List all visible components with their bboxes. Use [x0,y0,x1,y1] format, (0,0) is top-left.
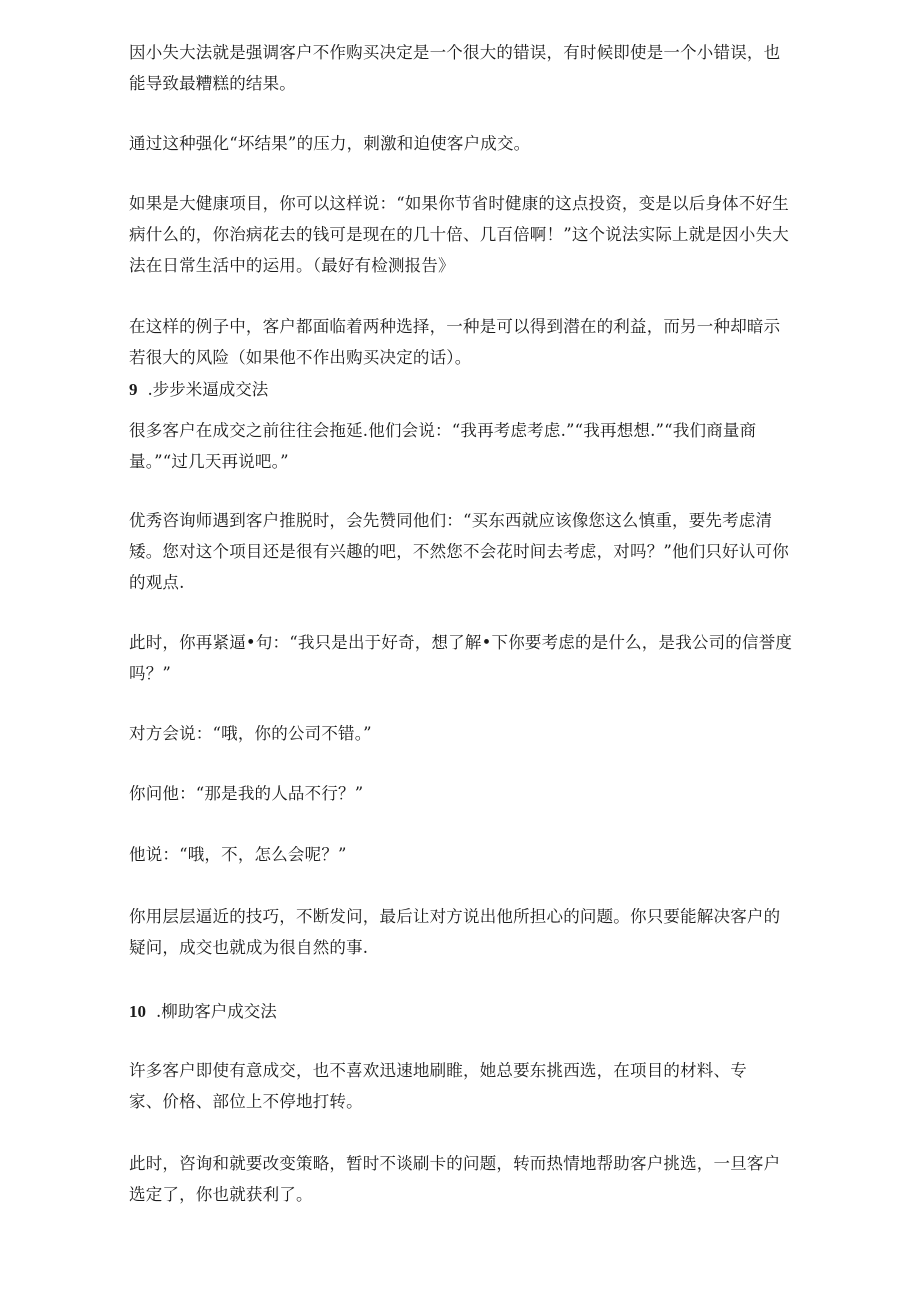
paragraph-9: 你问他：“那是我的人品不行？” [129,784,364,803]
paragraph-7: 此时，你再紧逼•句：“我只是出于好奇，想了解•下你要考虑的是什么，是我公司的信誉度吗？” [129,633,793,683]
paragraph-1: 因小失大法就是强调客户不作购买决定是一个很大的错误，有时候即使是一个小错误，也能导致最糟糕的结果。 [129,43,781,93]
section-heading-10 [129,996,794,1027]
section-heading-9 [129,374,794,405]
paragraph-5: 很多客户在成交之前往往会拖延.他们会说：“我再考虑考虑.”“我再想想.”“我们商量商量。”“过几天再说吧。” [129,421,757,471]
section-number: 10 [129,1002,146,1021]
section-title: .柳助客户成交法 [156,1002,277,1021]
section-number: 9 [129,380,138,399]
paragraph-3: 如果是大健康项目，你可以这样说：“如果你节省时健康的这点投资，变是以后身体不好生病什么的，你治病花去的钱可是现在的几十倍、几百倍啊！”这个说法实际上就是因小失大法在日常生活中的运用。（最好有检测报告》 [129,194,789,275]
paragraph-6: 优秀咨询师遇到客户推脱时，会先赞同他们：“买东西就应该像您这么慎重，要先考虑清矮。您对这个项目还是很有兴趣的吧，不然您不会花时间去考虑，对吗？”他们只好认可你的观点. [129,511,789,592]
paragraph-4: 在这样的例子中，客户都面临着两种选择，一种是可以得到潜在的利益，而另一种却暗示若很大的风险（如果他不作出购买决定的话）。 [129,317,781,367]
paragraph-10: 他说：“哦，不，怎么会呢？” [129,845,347,864]
paragraph-11: 你用层层逼近的技巧，不断发问，最后让对方说出他所担心的问题。你只要能解决客户的疑问，成交也就成为很自然的事. [129,907,781,957]
paragraph-12: 许多客户即使有意成交，也不喜欢迅速地刷睢，她总要东挑西选，在项目的材料、专家、价格、部位上不停地打转。 [129,1061,747,1111]
paragraph-2: 通过这种强化“坏结果”的压力，刺激和迫使客户成交。 [129,134,531,153]
paragraph-8: 对方会说：“哦，你的公司不错。” [129,724,372,743]
section-title: .步步米逼成交法 [147,380,269,399]
paragraph-13: 此时，咨询和就要改变策略，暂时不谈刷卡的问题，转而热情地帮助客户挑选，一旦客户选定了，你也就获利了。 [129,1154,781,1204]
